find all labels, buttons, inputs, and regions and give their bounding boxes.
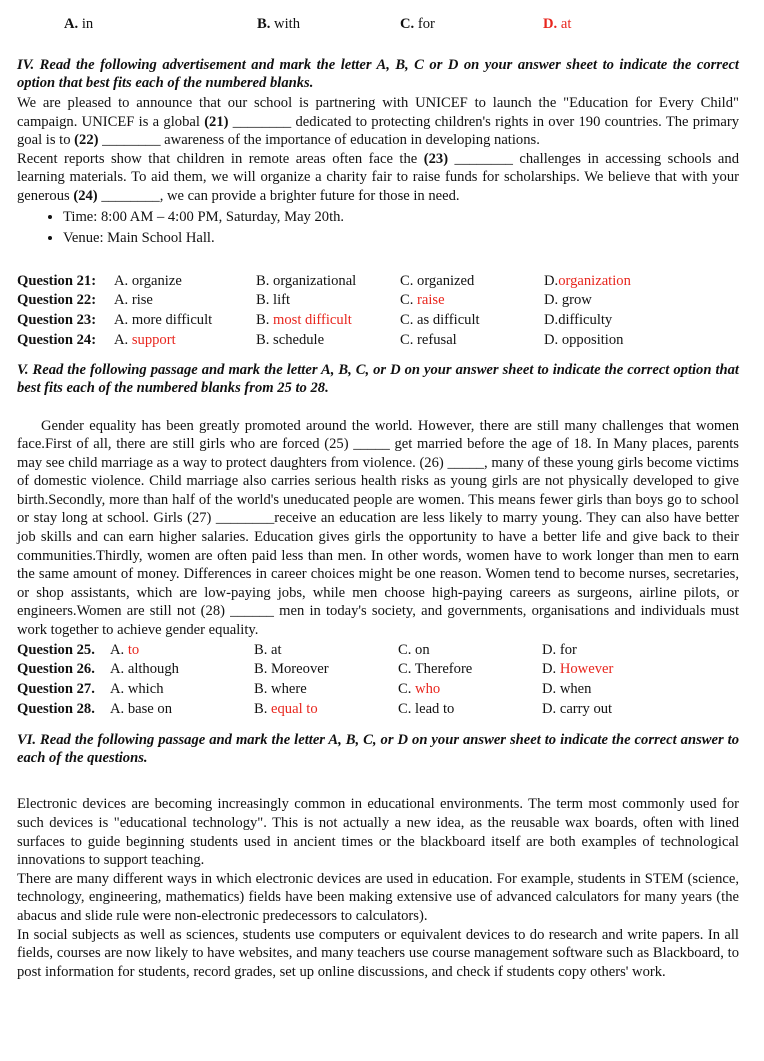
answer-option-a: A. more difficult [114,312,213,329]
question-label: Question 27. [17,681,95,697]
edtech-paragraph-3: In social subjects as well as sciences, students use computers or equivalent devices to do research and write papers. In all fields, courses are now likely to have websites, and many teachers use course management software such as Blackboard, to post information for students, record grades, set up online discussions, and check if students copy others' work. [17,926,739,980]
answer-option-a: A. which [110,681,164,697]
answer-option-c: C. who [398,681,441,697]
answer-option-a: A. support [114,331,176,348]
question-label: Question 22: [17,292,97,309]
answer-option-a: A. rise [114,292,153,309]
answer-option-d: D.organization [544,272,631,289]
answer-option-b: B. lift [256,292,291,309]
question-row-28 [17,700,739,720]
answer-option-c: C. organized [400,272,475,289]
answer-option-c: C. as difficult [400,312,480,329]
section-v-title: V. Read the following passage and mark the letter A, B, C, or D on your answer sheet to indicate the correct option that best fits each of the numbered blanks from 25 to 28. [17,361,739,396]
advertisement-paragraph-2: Recent reports show that children in remote areas often face the (23) ________ challenges in accessing schools and learning materials. To aid them, we will organize a charity fair to raise funds for scholarships. We believe that with your generous (24) ________, we can provide a brighter future for those in need. [17,150,739,204]
answer-option-c: C. lead to [398,700,455,717]
question-label: Question 28. [17,700,95,717]
section-iv-title: IV. Read the following advertisement and mark the letter A, B, C or D on your answer sheet to indicate the correct option that best fits each of the numbered blanks. [17,57,739,91]
option-d-correct: D. at [543,16,572,32]
section-vi-title: VI. Read the following passage and mark the letter A, B, C, or D on your answer sheet to indicate the correct answer to each of the questions. [17,732,739,767]
answer-option-c: C. Therefore [398,661,473,678]
exam-page [17,0,739,981]
question-label: Question 25. [17,641,95,658]
edtech-paragraph-2: There are many different ways in which electronic devices are used in education. For example, students in STEM (science, technology, engineering, mathematics) fields have been making extensive use of advanced calculators for many years (the abacus and slide rule were non-electronic predecessors to calculators). [17,870,739,924]
answer-option-b: B. where [254,681,307,697]
answer-option-d: D. carry out [542,700,613,717]
edtech-paragraph-1: Electronic devices are becoming increasingly common in educational environments. The term most commonly used for such devices is "educational technology". This is not actually a new idea, as the reusable wax boards, often with lined surfaces to guide beginning students used in ancient times or the blackboard itself are both examples of technological innovations to support teaching. [17,796,739,869]
option-a: A. in [64,16,94,32]
question-label: Question 24: [17,331,97,348]
answer-option-b: B. schedule [256,331,325,348]
answer-option-a: A. organize [114,272,182,289]
answer-option-c: C. raise [400,292,445,309]
question-label: Question 26. [17,661,95,678]
option-b: B. with [257,16,300,32]
answer-option-b: B. at [254,641,282,658]
answer-option-b: B. organizational [256,272,357,289]
answer-option-b: B. equal to [254,700,318,717]
question-row-21 [17,272,739,292]
advertisement-paragraph-1: We are pleased to announce that our school is partnering with UNICEF to launch the "Education for Every Child" campaign. UNICEF is a global (21) ________ dedicated to protecting children's rights in over 190 countries. The primary goal is to (22) ________ awareness of the importance of education in developing nations. [17,95,740,149]
answer-option-a: A. to [110,641,140,658]
question-row-23 [17,311,739,331]
answer-option-d: D. when [542,681,592,697]
answer-option-c: C. on [398,641,430,658]
option-c: C. for [400,16,435,32]
section-iv-questions [17,272,739,351]
section-v-questions [17,641,739,720]
event-time: • Time: 8:00 AM – 4:00 PM, Saturday, May 20th. [63,208,739,227]
answer-option-d: D.difficulty [544,312,613,329]
answer-option-a: A. although [110,661,179,678]
answer-option-b: B. most difficult [256,312,352,329]
question-label: Question 21: [17,272,97,289]
question-row-24 [17,331,739,351]
question-row-22 [17,291,739,311]
answer-option-c: C. refusal [400,331,457,348]
question-row-26 [17,660,739,680]
answer-option-d: D. opposition [544,331,624,348]
previous-question-options [17,0,739,44]
answer-option-d: D. grow [544,292,592,309]
answer-option-a: A. base on [110,700,173,717]
event-venue: • Venue: Main School Hall. [63,229,739,248]
question-row-27 [17,680,739,700]
answer-option-d: D. However [542,661,614,678]
answer-option-d: D. for [542,641,577,658]
question-row-25 [17,641,739,661]
event-details-list [17,208,739,248]
gender-equality-passage: Gender equality has been greatly promoted around the world. However, there are still many challenges that women face.First of all, there are still girls who are forced (25) _____ get married before the age of 18. In Many places, parents may see child marriage as a way to protect daughters from violence. (26) _____, many of these young girls become victims of domestic violence. Child marriage also carries serious health risks as young girls are not physically developed to give birth.Secondly, more than half of the world's uneducated people are women. This means fewer girls than boys go to school or stay long at school. Girls (27) ________receive an education are less likely to marry young. They can also have better job skills and can earn higher salaries. Education gives girls the opportunity to have a better life and give back to their communities.Thirdly, women are often paid less than men. In other words, women have to work longer than men to earn the same amount of money. Differences in career choices might be one reason. Women tend to become nurses, secretaries, or shop assistants, which are low-paying jobs, while men choose high-paying careers as surgeons, airline pilots, or engineers.Women are still not (28) ______ men in today's society, and governments, organisations and individuals must work together to achieve gender equality. [17,417,739,639]
answer-option-b: B. Moreover [254,661,329,678]
question-label: Question 23: [17,312,97,329]
